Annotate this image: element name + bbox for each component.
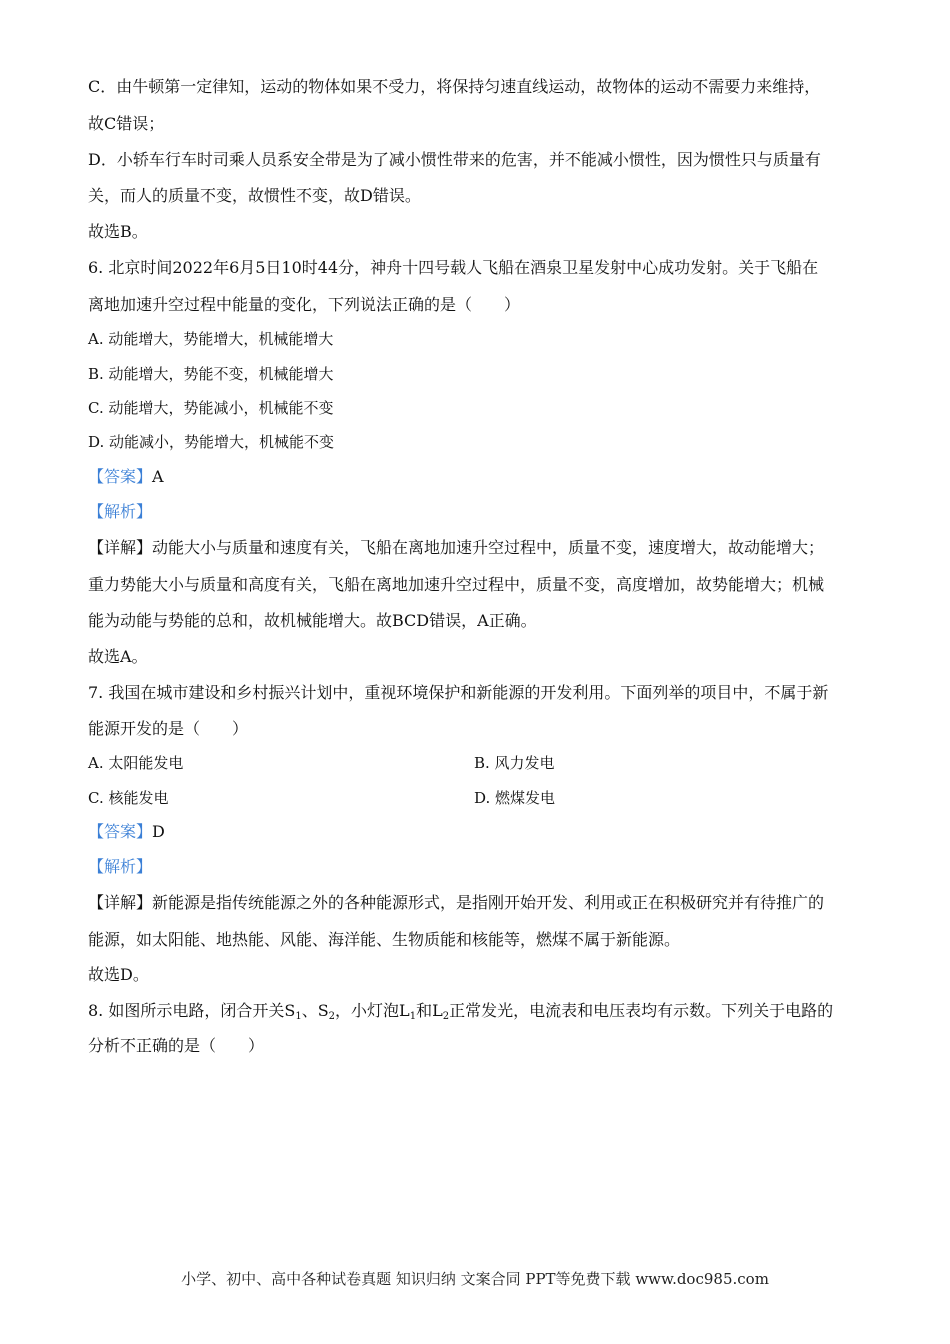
subscript: 1	[295, 1011, 302, 1022]
q7-option-c: C. 核能发电	[88, 789, 169, 807]
answer-value: A	[152, 467, 164, 486]
detail-text: 新能源是指传统能源之外的各种能源形式，是指刚开始开发、利用或正在积极研究并有待推广的	[152, 893, 825, 912]
q6-option-a: A. 动能增大，势能增大，机械能增大	[88, 330, 334, 348]
subscript: 2	[328, 1011, 336, 1022]
detail-tag: 【详解】	[88, 893, 153, 912]
q7-option-d: D. 燃煤发电	[474, 789, 556, 807]
q6-detail-line-1	[88, 537, 824, 559]
subscript: 1	[409, 1011, 417, 1022]
option-c-explanation-line-1: C．由牛顿第一定律知，运动的物体如果不受力，将保持匀速直线运动，故物体的运动不需要力来维持，	[88, 77, 821, 96]
q5-selection: 故选B。	[88, 222, 148, 241]
q6-stem-line-2: 离地加速升空过程中能量的变化，下列说法正确的是（ ）	[88, 295, 521, 314]
q8-stem-part: 、S	[301, 1001, 329, 1020]
q7-analysis-tag: 【解析】	[88, 857, 153, 876]
q7-detail-line-1	[88, 892, 824, 914]
q7-selection: 故选D。	[88, 965, 149, 984]
page-footer[interactable]: 小学、初中、高中各种试卷真题 知识归纳 文案合同 PPT等免费下载 www.doc985.com	[181, 1270, 769, 1288]
detail-text: 动能大小与质量和速度有关，飞船在离地加速升空过程中，质量不变，速度增大，故动能增大；	[152, 538, 825, 557]
q6-stem-line-1: 6. 北京时间2022年6月5日10时44分，神舟十四号载人飞船在酒泉卫星发射中心成功发射。关于飞船在	[88, 258, 819, 277]
q6-detail-line-3: 能为动能与势能的总和，故机械能增大。故BCD错误，A正确。	[88, 611, 537, 630]
subscript: 2	[442, 1011, 450, 1022]
q6-analysis-tag: 【解析】	[88, 502, 153, 521]
q8-stem-part: 正常发光，电流表和电压表均有示数。下列关于电路的	[449, 1001, 834, 1020]
q8-stem-part: 8. 如图所示电路，闭合开关S	[88, 1001, 296, 1020]
q6-selection: 故选A。	[88, 647, 148, 666]
detail-tag: 【详解】	[88, 538, 153, 557]
option-c-explanation-line-2: 故C错误；	[88, 114, 165, 133]
q8-stem-line-2: 分析不正确的是（ ）	[88, 1036, 265, 1055]
option-d-explanation-line-1: D．小轿车行车时司乘人员系安全带是为了减小惯性带来的危害，并不能减小惯性，因为惯性只与质量有	[88, 150, 821, 169]
answer-tag: 【答案】	[88, 467, 153, 486]
q7-stem-line-2: 能源开发的是（ ）	[88, 719, 249, 738]
option-d-explanation-line-2: 关，而人的质量不变，故惯性不变，故D错误。	[88, 186, 421, 205]
q8-stem-part: ，小灯泡L	[335, 1001, 410, 1020]
q6-answer	[88, 466, 164, 488]
q7-stem-line-1: 7. 我国在城市建设和乡村振兴计划中，重视环境保护和新能源的开发利用。下面列举的项目中，不属于新	[88, 683, 829, 702]
q7-detail-line-2: 能源，如太阳能、地热能、风能、海洋能、生物质能和核能等，燃煤不属于新能源。	[88, 930, 681, 949]
q8-stem-line-1	[88, 1000, 833, 1022]
q7-option-b: B. 风力发电	[474, 754, 555, 772]
q8-stem-part: 和L	[416, 1001, 443, 1020]
answer-value: D	[152, 822, 165, 841]
q7-option-a: A. 太阳能发电	[88, 754, 184, 772]
q6-option-d: D. 动能减小，势能增大，机械能不变	[88, 433, 335, 451]
q6-option-b: B. 动能增大，势能不变，机械能增大	[88, 365, 334, 383]
q6-option-c: C. 动能增大，势能减小，机械能不变	[88, 399, 334, 417]
answer-tag: 【答案】	[88, 822, 153, 841]
q7-answer	[88, 821, 165, 843]
q6-detail-line-2: 重力势能大小与质量和高度有关，飞船在离地加速升空过程中，质量不变，高度增加，故势能增大；机械	[88, 575, 825, 594]
